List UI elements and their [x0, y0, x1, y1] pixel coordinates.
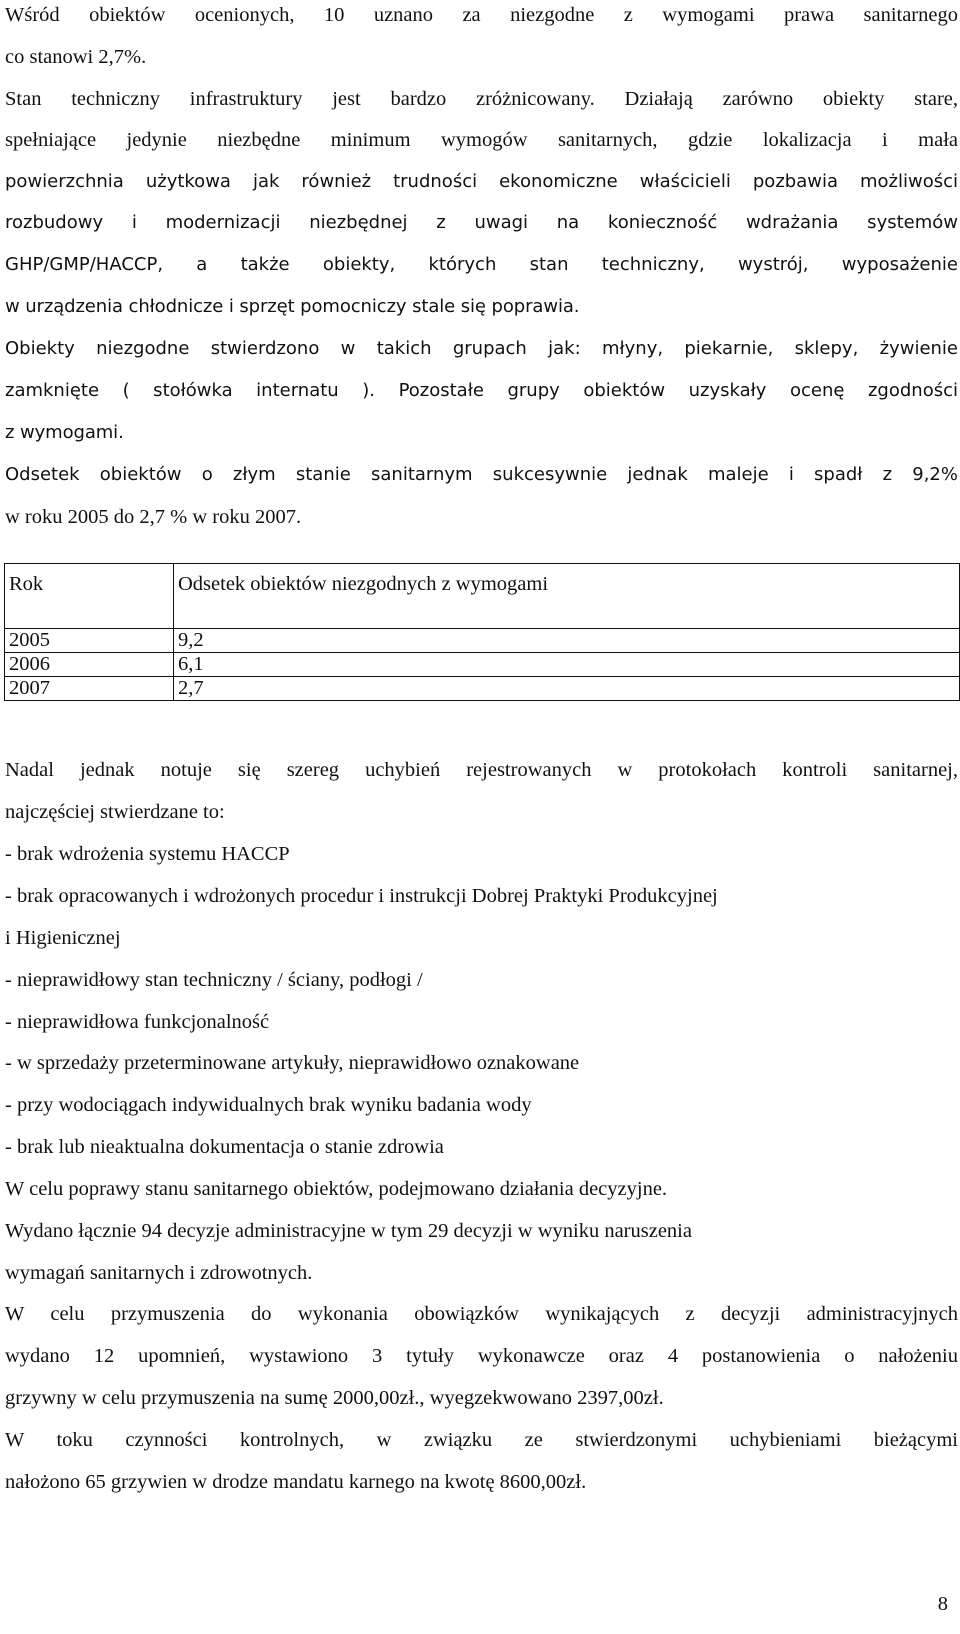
table-header-percentage: Odsetek obiektów niezgodnych z wymogami	[174, 564, 960, 629]
para4-line-2: w roku 2005 do 2,7 % w roku 2007.	[5, 506, 302, 528]
para8-line-3: grzywny w celu przymuszenia na sumę 2000,00zł., wyegzekwowano 2397,00zł.	[5, 1387, 664, 1409]
list-item: - nieprawidłowa funkcjonalność	[5, 1011, 270, 1033]
table-header-year: Rok	[5, 564, 174, 629]
para2-line-6: w urządzenia chłodnicze i sprzęt pomocniczy stale się poprawia.	[5, 296, 580, 317]
para2-line-3: powierzchnia użytkowa jak również trudności ekonomiczne właścicieli pozbawia możliwości	[5, 171, 958, 192]
table-cell-year: 2006	[5, 653, 174, 677]
para9-line-1: W toku czynności kontrolnych, w związku ze stwierdzonymi uchybieniami bieżącymi	[5, 1429, 958, 1451]
table-row	[5, 653, 960, 677]
para3-line-3: z wymogami.	[5, 422, 124, 443]
para2-line-4: rozbudowy i modernizacji niezbędnej z uwagi na konieczność wdrażania systemów	[5, 212, 958, 233]
para7-line-2: wymagań sanitarnych i zdrowotnych.	[5, 1262, 313, 1284]
table-cell-year: 2005	[5, 629, 174, 653]
para3-line-2: zamknięte ( stołówka internatu ). Pozostałe grupy obiektów uzyskały ocenę zgodności	[5, 380, 958, 401]
para2-line-5: GHP/GMP/HACCP, a także obiekty, których stan techniczny, wystrój, wyposażenie	[5, 254, 958, 275]
para1-line-1: Wśród obiektów ocenionych, 10 uznano za niezgodne z wymogami prawa sanitarnego	[5, 4, 958, 26]
para7-line-1: Wydano łącznie 94 decyzje administracyjne w tym 29 decyzji w wyniku naruszenia	[5, 1220, 692, 1242]
list-item: - nieprawidłowy stan techniczny / ściany, podłogi /	[5, 969, 423, 991]
para2-line-1: Stan techniczny infrastruktury jest bardzo zróżnicowany. Działają zarówno obiekty stare,	[5, 88, 958, 110]
list-item: - brak lub nieaktualna dokumentacja o stanie zdrowia	[5, 1136, 444, 1158]
list-item: - brak opracowanych i wdrożonych procedur i instrukcji Dobrej Praktyki Produkcyjnej	[5, 885, 718, 907]
table-cell-year: 2007	[5, 677, 174, 701]
para8-line-2: wydano 12 upomnień, wystawiono 3 tytuły wykonawcze oraz 4 postanowienia o nałożeniu	[5, 1345, 958, 1367]
para5-line-2: najczęściej stwierdzane to:	[5, 801, 225, 823]
table-cell-percentage: 9,2	[174, 629, 960, 653]
para1-line-2: co stanowi 2,7%.	[5, 46, 147, 68]
page-number: 8	[937, 1593, 948, 1615]
list-item: - przy wodociągach indywidualnych brak wyniku badania wody	[5, 1094, 532, 1116]
nonconformity-table	[4, 563, 960, 701]
table-header-row	[5, 564, 960, 629]
table-row	[5, 629, 960, 653]
list-item: - brak wdrożenia systemu HACCP	[5, 843, 290, 865]
para9-line-2: nałożono 65 grzywien w drodze mandatu karnego na kwotę 8600,00zł.	[5, 1471, 587, 1493]
table-row	[5, 677, 960, 701]
para6-line-1: W celu poprawy stanu sanitarnego obiektów, podejmowano działania decyzyjne.	[5, 1178, 668, 1200]
table-cell-percentage: 2,7	[174, 677, 960, 701]
para4-line-1: Odsetek obiektów o złym stanie sanitarnym sukcesywnie jednak maleje i spadł z 9,2%	[5, 464, 958, 485]
para3-line-1: Obiekty niezgodne stwierdzono w takich grupach jak: młyny, piekarnie, sklepy, żywienie	[5, 338, 958, 359]
para8-line-1: W celu przymuszenia do wykonania obowiązków wynikających z decyzji administracyjnych	[5, 1303, 958, 1325]
list-item: - w sprzedaży przeterminowane artykuły, nieprawidłowo oznakowane	[5, 1052, 580, 1074]
table-cell-percentage: 6,1	[174, 653, 960, 677]
para2-line-2: spełniające jedynie niezbędne minimum wymogów sanitarnych, gdzie lokalizacja i mała	[5, 129, 958, 151]
para5-line-1: Nadal jednak notuje się szereg uchybień rejestrowanych w protokołach kontroli sanitarnej,	[5, 759, 958, 781]
list-item: i Higienicznej	[5, 927, 121, 949]
